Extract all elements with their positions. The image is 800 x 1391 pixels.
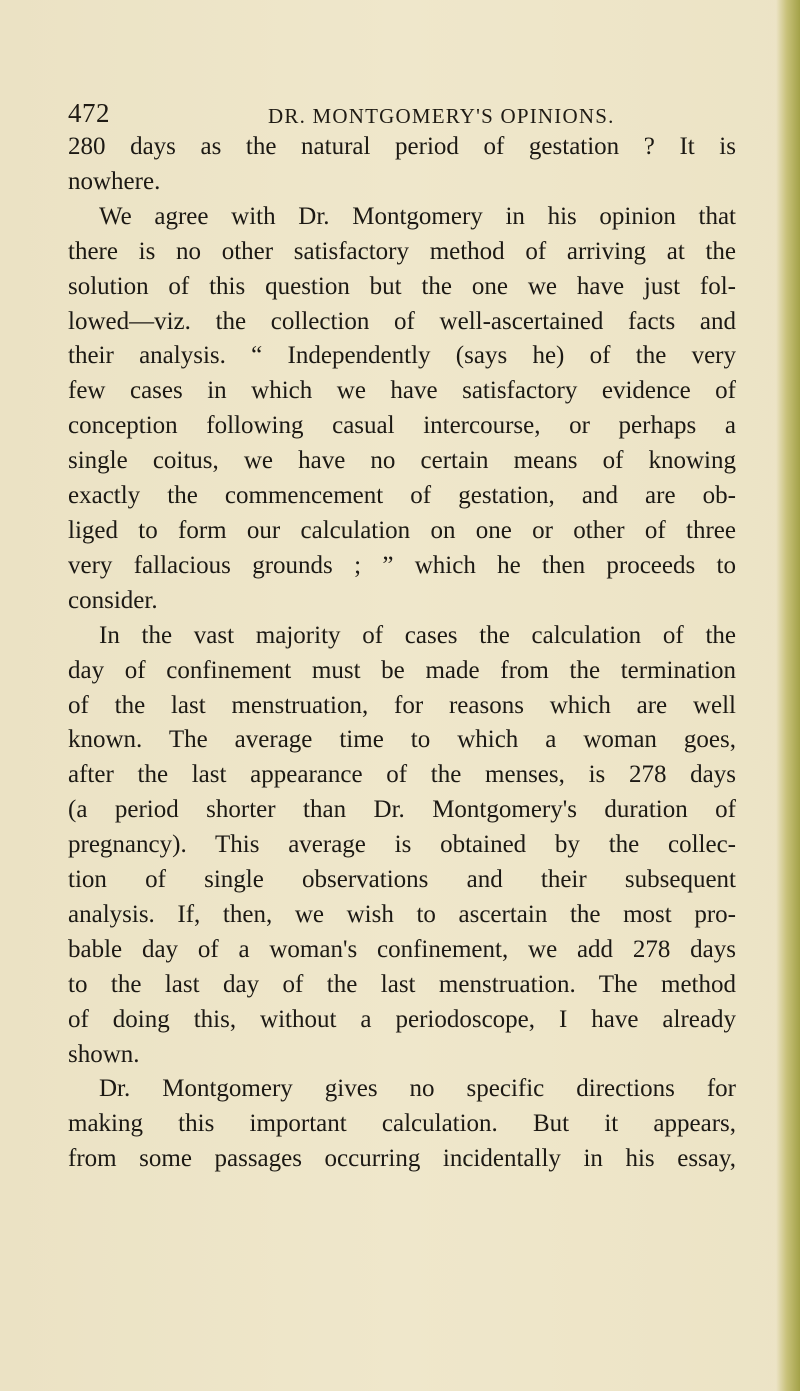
text-line: very fallacious grounds ; ” which he then proceeds to: [68, 551, 736, 579]
text-line: solution of this question but the one we have just fol-: [68, 272, 736, 300]
paragraph: [68, 1072, 736, 1177]
text-line: tion of single observations and their subsequent: [68, 866, 736, 894]
text-line: (a period shorter than Dr. Montgomery's duration of: [68, 796, 736, 824]
paragraph: [68, 130, 736, 200]
text-line: to the last day of the last menstruation. The method: [68, 970, 736, 998]
text-line: nowhere.: [68, 167, 161, 195]
text-line: making this important calculation. But it appears,: [68, 1110, 736, 1138]
text-line: there is no other satisfactory method of arriving at the: [68, 237, 736, 265]
text-line: of the last menstruation, for reasons which are well: [68, 691, 736, 719]
page-number: 472: [68, 98, 110, 128]
running-head: DR. MONTGOMERY'S OPINIONS.: [268, 104, 615, 128]
text-line: liged to form our calculation on one or other of three: [68, 516, 736, 544]
text-line: day of confinement must be made from the termination: [68, 656, 736, 684]
text-line: few cases in which we have satisfactory evidence of: [68, 377, 736, 405]
text-line: of doing this, without a periodoscope, I have already: [68, 1005, 736, 1033]
text-line: analysis. If, then, we wish to ascertain the most pro-: [68, 900, 736, 928]
text-line: from some passages occurring incidentally in his essay,: [68, 1145, 736, 1173]
text-line: after the last appearance of the menses, is 278 days: [68, 761, 736, 789]
text-line: lowed—viz. the collection of well-ascertained facts and: [68, 307, 736, 335]
text-line: known. The average time to which a woman goes,: [68, 726, 736, 754]
text-line: shown.: [68, 1040, 140, 1068]
paragraph: [68, 200, 736, 619]
text-line: bable day of a woman's confinement, we add 278 days: [68, 935, 736, 963]
page-edge: [776, 0, 800, 1391]
text-line: 280 days as the natural period of gestation ? It is: [68, 133, 736, 160]
text-line: Dr. Montgomery gives no specific directions for: [99, 1075, 736, 1103]
body-text: [68, 130, 736, 1177]
text-line: conception following casual intercourse, or perhaps a: [68, 412, 736, 440]
text-line: pregnancy). This average is obtained by the collec-: [68, 831, 736, 859]
text-line: consider.: [68, 586, 158, 614]
text-line: single coitus, we have no certain means of knowing: [68, 447, 736, 475]
paragraph: [68, 619, 736, 1073]
text-line: In the vast majority of cases the calculation of the: [99, 621, 736, 649]
text-line: their analysis. “ Independently (says he) of the very: [68, 342, 736, 370]
text-line: We agree with Dr. Montgomery in his opinion that: [99, 202, 736, 230]
text-line: exactly the commencement of gestation, and are ob-: [68, 482, 736, 510]
